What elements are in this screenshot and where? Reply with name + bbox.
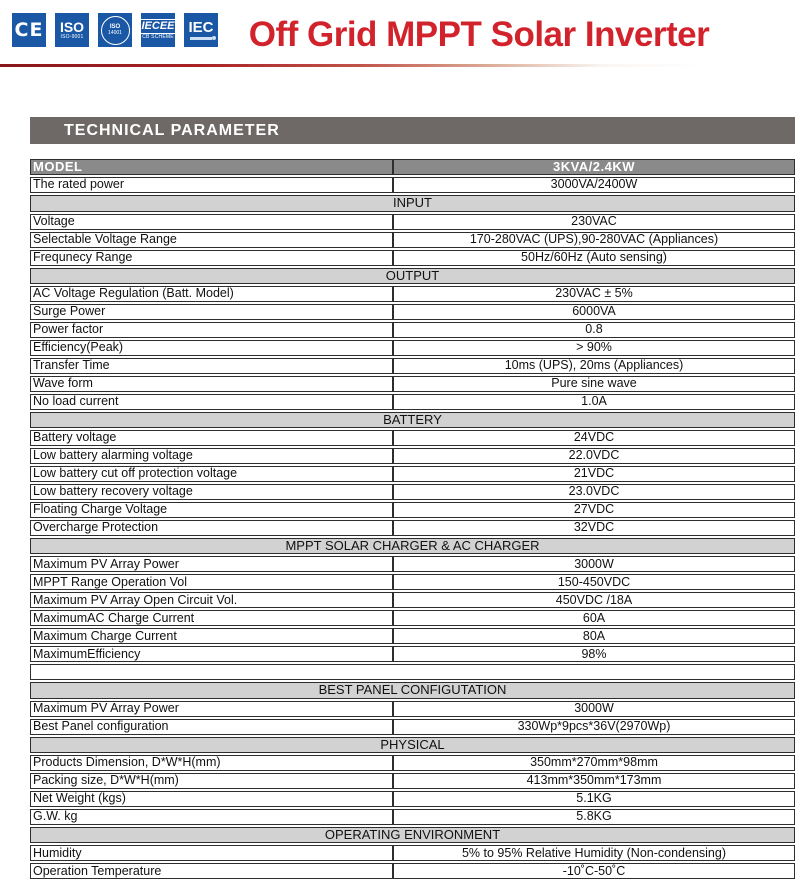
param-label: Products Dimension, D*W*H(mm) (30, 755, 393, 771)
table-row (30, 646, 795, 662)
param-value: 80A (393, 628, 795, 644)
section-header: OPERATING ENVIRONMENT (30, 827, 795, 843)
iecee-sublabel: CB SCHEME (142, 34, 174, 40)
param-label: Frequnecy Range (30, 250, 393, 266)
table-row (30, 232, 795, 248)
table-row (30, 394, 795, 410)
iec-underline (190, 37, 212, 40)
param-value: 6000VA (393, 304, 795, 320)
iec-label: IEC (188, 19, 214, 36)
table-row (30, 214, 795, 230)
param-value: -10˚C-50˚C (393, 863, 795, 879)
table-row (30, 701, 795, 717)
table-row (30, 286, 795, 302)
param-label: Low battery alarming voltage (30, 448, 393, 464)
ce-mark-label: CE (14, 18, 44, 41)
ce-mark-icon (12, 13, 46, 47)
technical-parameter-bar: TECHNICAL PARAMETER (30, 117, 795, 144)
table-row (30, 628, 795, 644)
param-label: Low battery recovery voltage (30, 484, 393, 500)
table-row (30, 773, 795, 789)
param-label: Transfer Time (30, 358, 393, 374)
table-row (30, 863, 795, 879)
iso-14001-label: ISO (109, 23, 121, 30)
table-row (30, 520, 795, 536)
param-label: AC Voltage Regulation (Batt. Model) (30, 286, 393, 302)
table-row (30, 755, 795, 771)
param-value: 24VDC (393, 430, 795, 446)
table-row (30, 448, 795, 464)
table-row (30, 809, 795, 825)
table-row (30, 466, 795, 482)
param-value: 23.0VDC (393, 484, 795, 500)
param-value: 60A (393, 610, 795, 626)
param-label: Packing size, D*W*H(mm) (30, 773, 393, 789)
section-header: OUTPUT (30, 268, 795, 284)
model-column-header: MODEL (30, 159, 393, 175)
param-label: Selectable Voltage Range (30, 232, 393, 248)
table-row (30, 250, 795, 266)
iso-9001-badge-icon (55, 13, 89, 47)
param-label: MaximumAC Charge Current (30, 610, 393, 626)
param-label: Low battery cut off protection voltage (30, 466, 393, 482)
table-row (30, 592, 795, 608)
param-label: Efficiency(Peak) (30, 340, 393, 356)
param-label: Maximum Charge Current (30, 628, 393, 644)
param-label: Best Panel configuration (30, 719, 393, 735)
section-row (30, 538, 795, 554)
param-value: 413mm*350mm*173mm (393, 773, 795, 789)
table-row (30, 376, 795, 392)
param-value: 3000VA/2400W (393, 177, 795, 193)
param-value: > 90% (393, 340, 795, 356)
iecee-label: IECEE (141, 20, 175, 32)
param-value: 150-450VDC (393, 574, 795, 590)
table-row (30, 177, 795, 193)
iecee-cb-scheme-badge-icon (141, 13, 175, 47)
table-row (30, 304, 795, 320)
param-value: 170-280VAC (UPS),90-280VAC (Appliances) (393, 232, 795, 248)
param-label: The rated power (30, 177, 393, 193)
certification-badges (12, 13, 218, 47)
iso-9001-sublabel: ISO-9001 (60, 33, 84, 40)
param-label: Surge Power (30, 304, 393, 320)
table-row (30, 845, 795, 861)
param-label: Power factor (30, 322, 393, 338)
table-row (30, 340, 795, 356)
section-row (30, 268, 795, 284)
table-header-row (30, 159, 795, 175)
param-label: MPPT Range Operation Vol (30, 574, 393, 590)
iso-14001-seal-ring (101, 16, 130, 45)
table-row (30, 484, 795, 500)
spacer-cell (30, 664, 795, 680)
table-row (30, 358, 795, 374)
table-row (30, 430, 795, 446)
param-value: 22.0VDC (393, 448, 795, 464)
param-label: No load current (30, 394, 393, 410)
section-header: BEST PANEL CONFIGUTATION (30, 682, 795, 698)
param-label: Voltage (30, 214, 393, 230)
param-value: 450VDC /18A (393, 592, 795, 608)
section-row (30, 682, 795, 698)
model-value-header: 3KVA/2.4KW (393, 159, 795, 175)
spec-table (30, 157, 795, 881)
top-header (0, 0, 800, 55)
param-value: 3000W (393, 701, 795, 717)
param-label: Maximum PV Array Power (30, 701, 393, 717)
param-value: 330Wp*9pcs*36V(2970Wp) (393, 719, 795, 735)
param-value: 27VDC (393, 502, 795, 518)
section-row (30, 195, 795, 211)
param-value: 5.1KG (393, 791, 795, 807)
param-label: Overcharge Protection (30, 520, 393, 536)
table-row (30, 502, 795, 518)
param-value: Pure sine wave (393, 376, 795, 392)
param-value: 230VAC ± 5% (393, 286, 795, 302)
title-divider (0, 64, 800, 67)
iso-14001-sublabel: 14001 (108, 29, 122, 36)
section-header: MPPT SOLAR CHARGER & AC CHARGER (30, 538, 795, 554)
spacer-row (30, 664, 795, 680)
param-value: 21VDC (393, 466, 795, 482)
param-value: 5.8KG (393, 809, 795, 825)
param-label: Battery voltage (30, 430, 393, 446)
param-value: 5% to 95% Relative Humidity (Non-condensing) (393, 845, 795, 861)
param-value: 98% (393, 646, 795, 662)
param-label: Maximum PV Array Open Circuit Vol. (30, 592, 393, 608)
param-value: 0.8 (393, 322, 795, 338)
param-label: Floating Charge Voltage (30, 502, 393, 518)
section-header: BATTERY (30, 412, 795, 428)
section-row (30, 737, 795, 753)
section-row (30, 827, 795, 843)
iec-badge-icon (184, 13, 218, 47)
section-header: INPUT (30, 195, 795, 211)
section-row (30, 412, 795, 428)
table-row (30, 574, 795, 590)
param-label: Maximum PV Array Power (30, 556, 393, 572)
param-value: 1.0A (393, 394, 795, 410)
table-row (30, 610, 795, 626)
param-label: Operation Temperature (30, 863, 393, 879)
param-value: 10ms (UPS), 20ms (Appliances) (393, 358, 795, 374)
param-value: 230VAC (393, 214, 795, 230)
param-label: MaximumEfficiency (30, 646, 393, 662)
param-label: Net Weight (kgs) (30, 791, 393, 807)
table-row (30, 556, 795, 572)
spec-table-body (30, 177, 795, 879)
param-label: G.W. kg (30, 809, 393, 825)
param-value: 3000W (393, 556, 795, 572)
page-title: Off Grid MPPT Solar Inverter (248, 15, 710, 54)
param-label: Humidity (30, 845, 393, 861)
param-value: 32VDC (393, 520, 795, 536)
section-header: PHYSICAL (30, 737, 795, 753)
param-label: Wave form (30, 376, 393, 392)
param-value: 350mm*270mm*98mm (393, 755, 795, 771)
table-row (30, 719, 795, 735)
param-value: 50Hz/60Hz (Auto sensing) (393, 250, 795, 266)
table-row (30, 322, 795, 338)
iso-14001-seal-icon (98, 13, 132, 47)
iso-9001-label: ISO (59, 18, 85, 35)
table-row (30, 791, 795, 807)
